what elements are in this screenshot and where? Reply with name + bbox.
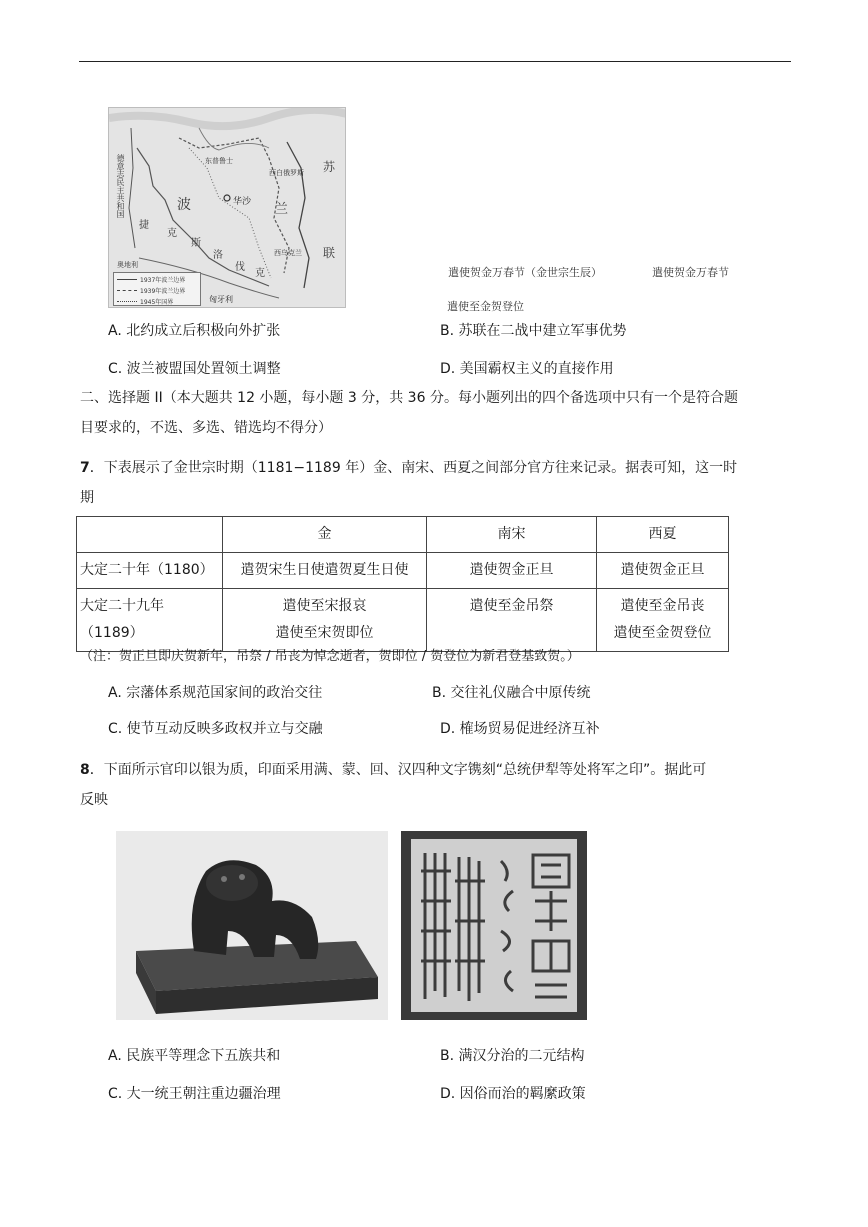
q7-note: （注：贺正旦即庆贺新年，吊祭 / 吊丧为悼念逝者，贺即位 / 贺登位为新君登基致贺。） [80, 649, 580, 664]
table-header-cell: 西夏 [597, 517, 729, 553]
map-label-east-prussia: 东普鲁士 [205, 157, 233, 165]
map-legend [113, 272, 201, 306]
table-cell-line: 遣使至金吊祭 [469, 598, 554, 614]
map-label-su: 苏 [323, 160, 336, 174]
map-label-czech-6: 克 [255, 268, 265, 279]
legend-row [114, 296, 200, 306]
seal-image [116, 831, 388, 1020]
table-cell-line: 遣贺宋生日使遣贺夏生日使 [240, 562, 409, 578]
q6-option-b[interactable]: B. 苏联在二战中建立军事优势 [440, 323, 627, 339]
stray-text-1: 遣使贺金万春节（金世宗生辰） [448, 266, 602, 279]
table-cell [223, 553, 427, 589]
map-label-warsaw: 华沙 [233, 197, 252, 207]
table-row [77, 553, 729, 589]
table-row [77, 589, 729, 652]
map-label-west-belarus: 西白俄罗斯 [269, 169, 304, 177]
q8-line-1: ．下面所示官印以银为质，印面采用满、蒙、回、汉四种文字镌刻“总统伊犁等处将军之印”。据此可 [89, 762, 707, 778]
q8-stem [80, 755, 788, 815]
table-cell-line: 遣使贺金正旦 [620, 562, 705, 578]
section-2-instructions [80, 383, 788, 443]
q6-option-c[interactable]: C. 波兰被盟国处置领土调整 [108, 361, 281, 377]
table-cell [427, 589, 597, 652]
map-label-czech-5: 伐 [235, 262, 245, 273]
q8-line-2: 反映 [80, 792, 108, 808]
table-cell [223, 589, 427, 652]
map-label-czech-3: 斯 [191, 238, 201, 249]
table-header-cell: 金 [223, 517, 427, 553]
table-cell-line: 遣使贺金正旦 [469, 562, 554, 578]
q7-table [76, 516, 729, 652]
q7-option-a[interactable]: A. 宗藩体系规范国家间的政治交往 [108, 685, 323, 701]
table-header-row [77, 517, 729, 553]
table-cell [427, 553, 597, 589]
header-rule [79, 61, 791, 62]
q6-option-a[interactable]: A. 北约成立后积极向外扩张 [108, 323, 281, 339]
seal-face-photo [401, 831, 587, 1020]
q8-number: 8 [80, 762, 90, 778]
section-2-line-1: 二、选择题 II（本大题共 12 小题，每小题 3 分，共 36 分。每小题列出的四个备选项中只有一个是符合题 [80, 390, 738, 406]
legend-row [114, 285, 200, 295]
map-figure [108, 107, 346, 308]
legend-line-solid [117, 279, 137, 280]
table-cell-line: 遣使至宋报哀 [282, 598, 367, 614]
q8-option-c[interactable]: C. 大一统王朝注重边疆治理 [108, 1086, 281, 1102]
q7-option-b[interactable]: B. 交往礼仪融合中原传统 [432, 685, 591, 701]
q7-line-1: ．下表展示了金世宗时期（1181−1189 年）金、南宋、西夏之间部分官方往来记录。据表可知，这一时 [89, 460, 738, 476]
map-label-poland-2: 兰 [275, 202, 289, 217]
table-row-label: 大定二十年（1180） [77, 553, 223, 589]
table-cell-line: 遣使至金吊丧 [620, 598, 705, 614]
q6-option-d[interactable]: D. 美国霸权主义的直接作用 [440, 361, 614, 377]
q7-option-c[interactable]: C. 使节互动反映多政权并立与交融 [108, 721, 323, 737]
q8-option-a[interactable]: A. 民族平等理念下五族共和 [108, 1048, 281, 1064]
legend-label: 1945年国界 [140, 298, 174, 306]
stray-text-2: 遣使贺金万春节 [652, 266, 729, 279]
map-label-lian: 联 [323, 246, 336, 260]
table-row-label: 大定二十九年（1189） [77, 589, 223, 652]
legend-label: 1937年波兰边界 [140, 276, 186, 284]
legend-line-dashed [117, 290, 137, 291]
map-label-austria: 奥地利 [117, 261, 138, 269]
q7-stem [80, 453, 788, 513]
table-cell-line: 遣使至宋贺即位 [275, 625, 374, 641]
map-label-hungary: 匈牙利 [209, 295, 233, 304]
q7-line-2: 期 [80, 490, 94, 506]
legend-line-dotted [117, 301, 137, 302]
map-label-poland: 波 [177, 197, 191, 213]
table-cell [597, 553, 729, 589]
table-cell-line: 遣使至金贺登位 [613, 625, 712, 641]
seal-photo [116, 831, 388, 1020]
legend-row [114, 274, 200, 284]
q7-number: 7 [80, 460, 90, 476]
map-label-czech-1: 捷 [139, 220, 149, 231]
stray-text-3: 遣使至金贺登位 [447, 300, 524, 313]
q8-option-b[interactable]: B. 满汉分治的二元结构 [440, 1048, 585, 1064]
map-label-germany: 德意志民主共和国 [116, 154, 125, 218]
table-header-cell: 南宋 [427, 517, 597, 553]
map-label-czech-4: 洛 [213, 250, 223, 261]
section-2-line-2: 目要求的，不选、多选、错选均不得分） [80, 420, 332, 436]
table-header-cell [77, 517, 223, 553]
seal-face-image [401, 831, 587, 1020]
q7-option-d[interactable]: D. 榷场贸易促进经济互补 [440, 721, 600, 737]
map-label-west-ukraine: 西乌克兰 [274, 249, 302, 257]
table-cell [597, 589, 729, 652]
q8-option-d[interactable]: D. 因俗而治的羁縻政策 [440, 1086, 586, 1102]
map-label-czech-2: 克 [167, 228, 177, 239]
legend-label: 1939年波兰边界 [140, 287, 186, 295]
